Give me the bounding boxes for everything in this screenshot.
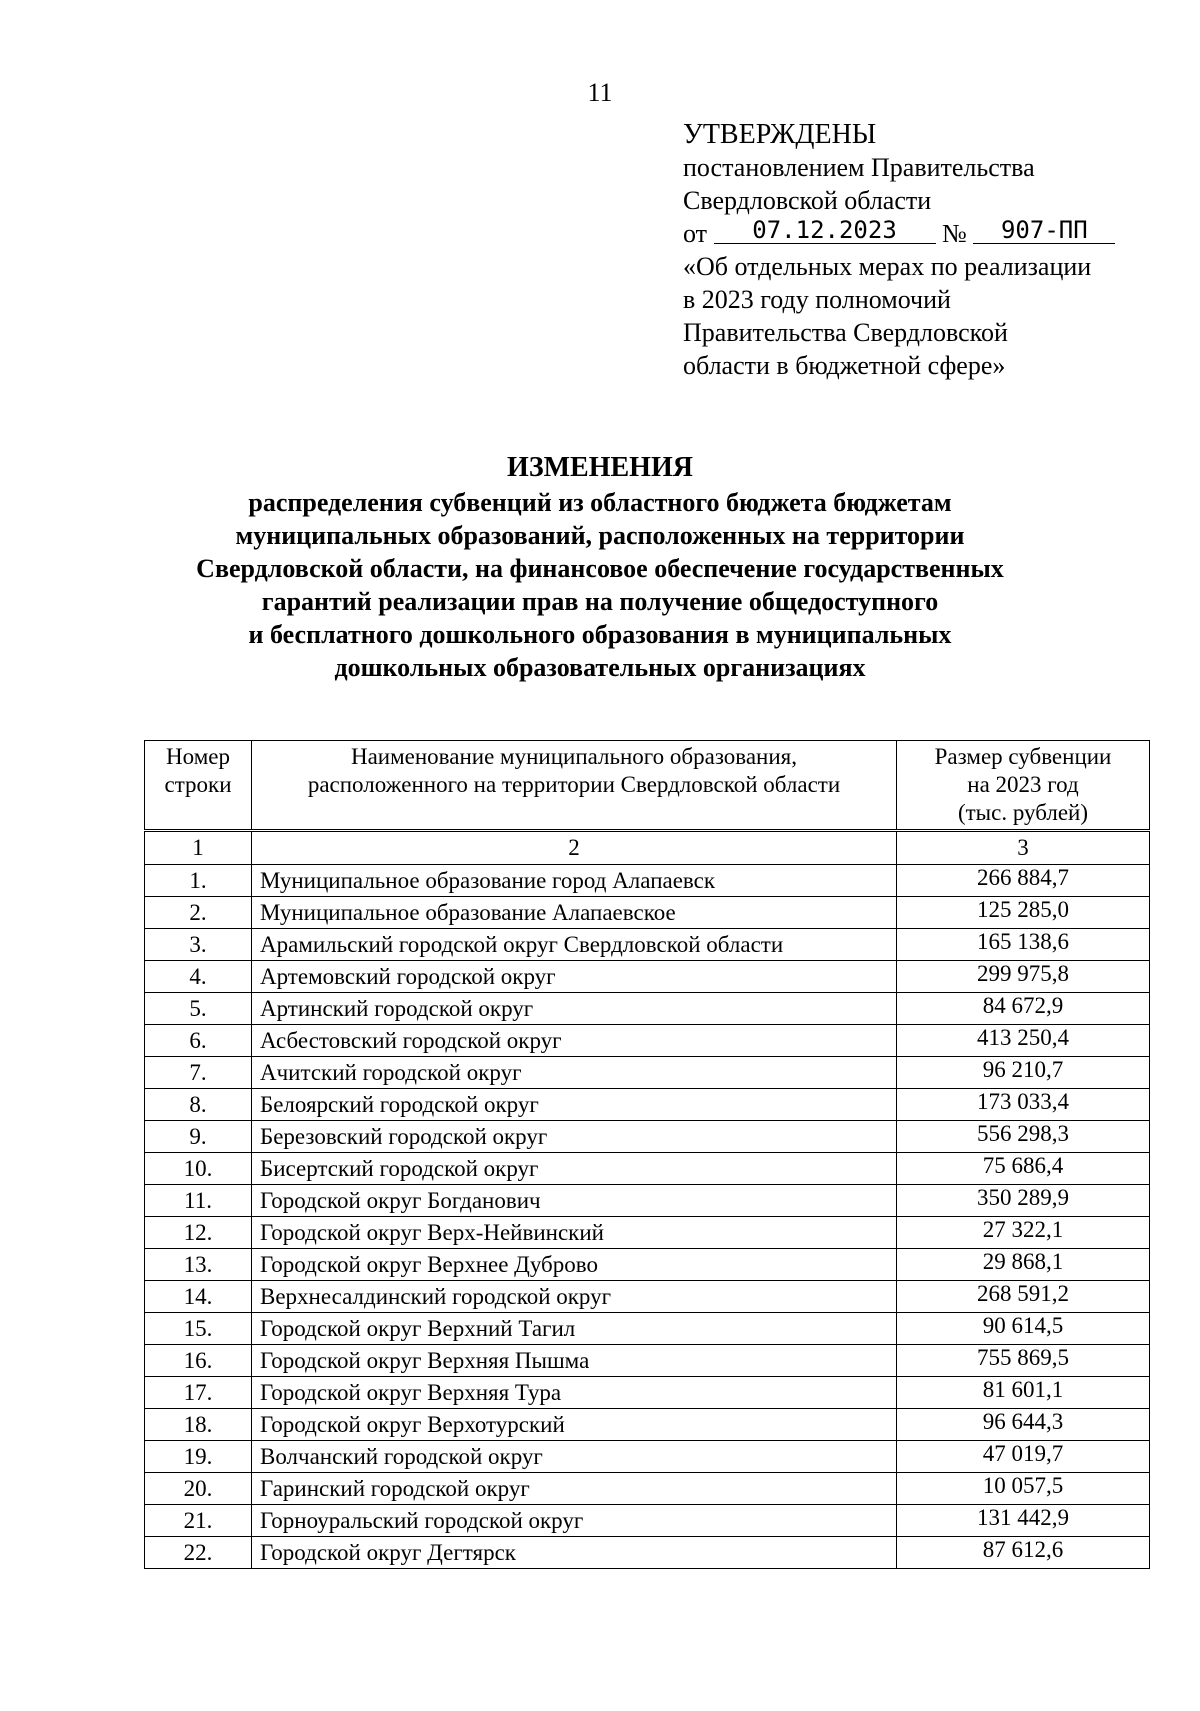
- amount-value: 87 612,6: [982, 1536, 1064, 1562]
- subvention-amount: [897, 961, 1150, 993]
- approval-line-1: постановлением Правительства: [683, 153, 1035, 182]
- amount-value: 266 884,7: [977, 864, 1069, 890]
- document-title-line: гарантий реализации прав на получение общедоступного: [261, 587, 939, 616]
- approval-line-7: области в бюджетной сфере»: [683, 351, 1006, 380]
- subvention-amount: [897, 1185, 1150, 1217]
- row-number: 22.: [145, 1537, 252, 1569]
- municipality-name: Городской округ Верхний Тагил: [252, 1313, 897, 1345]
- table-row: [145, 993, 1150, 1025]
- header-text: Номер: [166, 744, 230, 769]
- approval-date-number-line: [683, 217, 1115, 250]
- table-row: [145, 897, 1150, 929]
- document-title-line: дошкольных образовательных организациях: [334, 653, 866, 682]
- municipality-name: Березовский городской округ: [252, 1121, 897, 1153]
- subvention-amount: [897, 1377, 1150, 1409]
- subvention-amount: [897, 1537, 1150, 1569]
- subvention-amount: [897, 1121, 1150, 1153]
- amount-value: 299 975,8: [977, 960, 1069, 986]
- document-title-line: Свердловской области, на финансовое обеспечение государственных: [196, 554, 1004, 583]
- subvention-amount: [897, 1313, 1150, 1345]
- row-number: 14.: [145, 1281, 252, 1313]
- municipality-name: Городской округ Богданович: [252, 1185, 897, 1217]
- number-prefix: №: [942, 219, 967, 248]
- subvention-amount: [897, 1505, 1150, 1537]
- municipality-name: Городской округ Верх-Нейвинский: [252, 1217, 897, 1249]
- subvention-amount: [897, 929, 1150, 961]
- table-row: [145, 961, 1150, 993]
- amount-value: 413 250,4: [977, 1024, 1069, 1050]
- amount-value: 10 057,5: [982, 1472, 1064, 1498]
- municipality-name: Верхнесалдинский городской округ: [252, 1281, 897, 1313]
- municipality-name: Городской округ Дегтярск: [252, 1537, 897, 1569]
- date-field: 07.12.2023: [714, 217, 936, 244]
- approval-line-2: Свердловской области: [683, 186, 932, 215]
- municipality-name: Муниципальное образование Алапаевское: [252, 897, 897, 929]
- column-number-row: [145, 831, 1150, 865]
- approval-line-6: Правительства Свердловской: [683, 318, 1008, 347]
- approval-block: [683, 118, 1115, 382]
- subvention-amount: [897, 1217, 1150, 1249]
- column-number: 1: [145, 831, 252, 865]
- table-row: [145, 1185, 1150, 1217]
- subvention-amount: [897, 1249, 1150, 1281]
- table-header-row: [145, 741, 1150, 831]
- municipality-name: Горноуральский городской округ: [252, 1505, 897, 1537]
- row-number: 6.: [145, 1025, 252, 1057]
- municipality-name: Артемовский городской округ: [252, 961, 897, 993]
- header-text: расположенного на территории Свердловской области: [307, 772, 841, 797]
- municipality-name: Арамильский городской округ Свердловской области: [252, 929, 897, 961]
- row-number: 8.: [145, 1089, 252, 1121]
- row-number: 5.: [145, 993, 252, 1025]
- header-subvention-amount: [897, 741, 1150, 831]
- row-number: 4.: [145, 961, 252, 993]
- amount-value: 29 868,1: [982, 1248, 1064, 1274]
- header-municipality-name: [252, 741, 897, 831]
- table-row: [145, 929, 1150, 961]
- table-row: [145, 1345, 1150, 1377]
- row-number: 11.: [145, 1185, 252, 1217]
- table-row: [145, 1121, 1150, 1153]
- row-number: 15.: [145, 1313, 252, 1345]
- table-row: [145, 1313, 1150, 1345]
- municipality-name: Муниципальное образование город Алапаевск: [252, 865, 897, 897]
- row-number: 2.: [145, 897, 252, 929]
- page-number: 11: [587, 78, 613, 107]
- document-title-line: и бесплатного дошкольного образования в муниципальных: [248, 620, 952, 649]
- table-row: [145, 1473, 1150, 1505]
- amount-value: 47 019,7: [982, 1440, 1064, 1466]
- municipality-name: Бисертский городской округ: [252, 1153, 897, 1185]
- approval-line-4: «Об отдельных мерах по реализации: [683, 252, 1092, 281]
- table-row: [145, 1089, 1150, 1121]
- subvention-amount: [897, 993, 1150, 1025]
- subvention-amount: [897, 1089, 1150, 1121]
- subvention-amount: [897, 1345, 1150, 1377]
- table-row: [145, 1441, 1150, 1473]
- table-body: [145, 865, 1150, 1569]
- amount-value: 556 298,3: [977, 1120, 1069, 1146]
- subvention-amount: [897, 1025, 1150, 1057]
- amount-value: 131 442,9: [977, 1504, 1069, 1530]
- amount-value: 173 033,4: [977, 1088, 1069, 1114]
- table-row: [145, 1505, 1150, 1537]
- header-text: Размер субвенции: [934, 744, 1112, 769]
- amount-value: 90 614,5: [982, 1312, 1064, 1338]
- municipality-name: Городской округ Верхнее Дуброво: [252, 1249, 897, 1281]
- column-number: 2: [252, 831, 897, 865]
- amount-value: 75 686,4: [982, 1152, 1064, 1178]
- column-number: 3: [897, 831, 1150, 865]
- table-row: [145, 1409, 1150, 1441]
- number-field: 907-ПП: [973, 217, 1115, 244]
- amount-value: 268 591,2: [977, 1280, 1069, 1306]
- header-text: строки: [164, 772, 232, 797]
- row-number: 16.: [145, 1345, 252, 1377]
- row-number: 12.: [145, 1217, 252, 1249]
- subvention-amount: [897, 1441, 1150, 1473]
- subvention-amount: [897, 1153, 1150, 1185]
- municipality-name: Городской округ Верхотурский: [252, 1409, 897, 1441]
- header-row-number: [145, 741, 252, 831]
- header-text: (тыс. рублей): [957, 800, 1089, 825]
- table-row: [145, 1249, 1150, 1281]
- amount-value: 350 289,9: [977, 1184, 1069, 1210]
- municipality-name: Городской округ Верхняя Тура: [252, 1377, 897, 1409]
- municipality-name: Асбестовский городской округ: [252, 1025, 897, 1057]
- municipality-name: Белоярский городской округ: [252, 1089, 897, 1121]
- header-text: Наименование муниципального образования,: [350, 744, 797, 769]
- subvention-amount: [897, 1409, 1150, 1441]
- amount-value: 27 322,1: [982, 1216, 1064, 1242]
- row-number: 19.: [145, 1441, 252, 1473]
- subvention-amount: [897, 1057, 1150, 1089]
- row-number: 7.: [145, 1057, 252, 1089]
- subvention-amount: [897, 1281, 1150, 1313]
- amount-value: 165 138,6: [977, 928, 1069, 954]
- municipality-name: Волчанский городской округ: [252, 1441, 897, 1473]
- amount-value: 84 672,9: [982, 992, 1064, 1018]
- row-number: 9.: [145, 1121, 252, 1153]
- date-prefix: от: [683, 219, 708, 248]
- row-number: 17.: [145, 1377, 252, 1409]
- municipality-name: Артинский городской округ: [252, 993, 897, 1025]
- row-number: 10.: [145, 1153, 252, 1185]
- document-title-line: муниципальных образований, расположенных на территории: [235, 521, 965, 550]
- header-text: на 2023 год: [967, 772, 1079, 797]
- table-row: [145, 865, 1150, 897]
- approval-line-5: в 2023 году полномочий: [683, 285, 951, 314]
- amount-value: 81 601,1: [982, 1376, 1064, 1402]
- row-number: 21.: [145, 1505, 252, 1537]
- table-row: [145, 1537, 1150, 1569]
- table-row: [145, 1281, 1150, 1313]
- table-row: [145, 1153, 1150, 1185]
- row-number: 3.: [145, 929, 252, 961]
- amount-value: 96 644,3: [982, 1408, 1064, 1434]
- subvention-table: [144, 740, 1150, 1569]
- municipality-name: Городской округ Верхняя Пышма: [252, 1345, 897, 1377]
- subvention-amount: [897, 865, 1150, 897]
- subvention-amount: [897, 897, 1150, 929]
- row-number: 1.: [145, 865, 252, 897]
- table-row: [145, 1377, 1150, 1409]
- municipality-name: Ачитский городской округ: [252, 1057, 897, 1089]
- amount-value: 755 869,5: [977, 1344, 1069, 1370]
- row-number: 20.: [145, 1473, 252, 1505]
- amount-value: 125 285,0: [977, 896, 1069, 922]
- table-row: [145, 1217, 1150, 1249]
- table-row: [145, 1057, 1150, 1089]
- amount-value: 96 210,7: [982, 1056, 1064, 1082]
- municipality-name: Гаринский городской округ: [252, 1473, 897, 1505]
- document-title-line: распределения субвенций из областного бюджета бюджетам: [248, 488, 952, 517]
- approval-title: УТВЕРЖДЕНЫ: [683, 119, 877, 150]
- subvention-amount: [897, 1473, 1150, 1505]
- document-heading: ИЗМЕНЕНИЯ: [507, 452, 693, 483]
- document-title: [0, 450, 1200, 684]
- row-number: 13.: [145, 1249, 252, 1281]
- table-row: [145, 1025, 1150, 1057]
- row-number: 18.: [145, 1409, 252, 1441]
